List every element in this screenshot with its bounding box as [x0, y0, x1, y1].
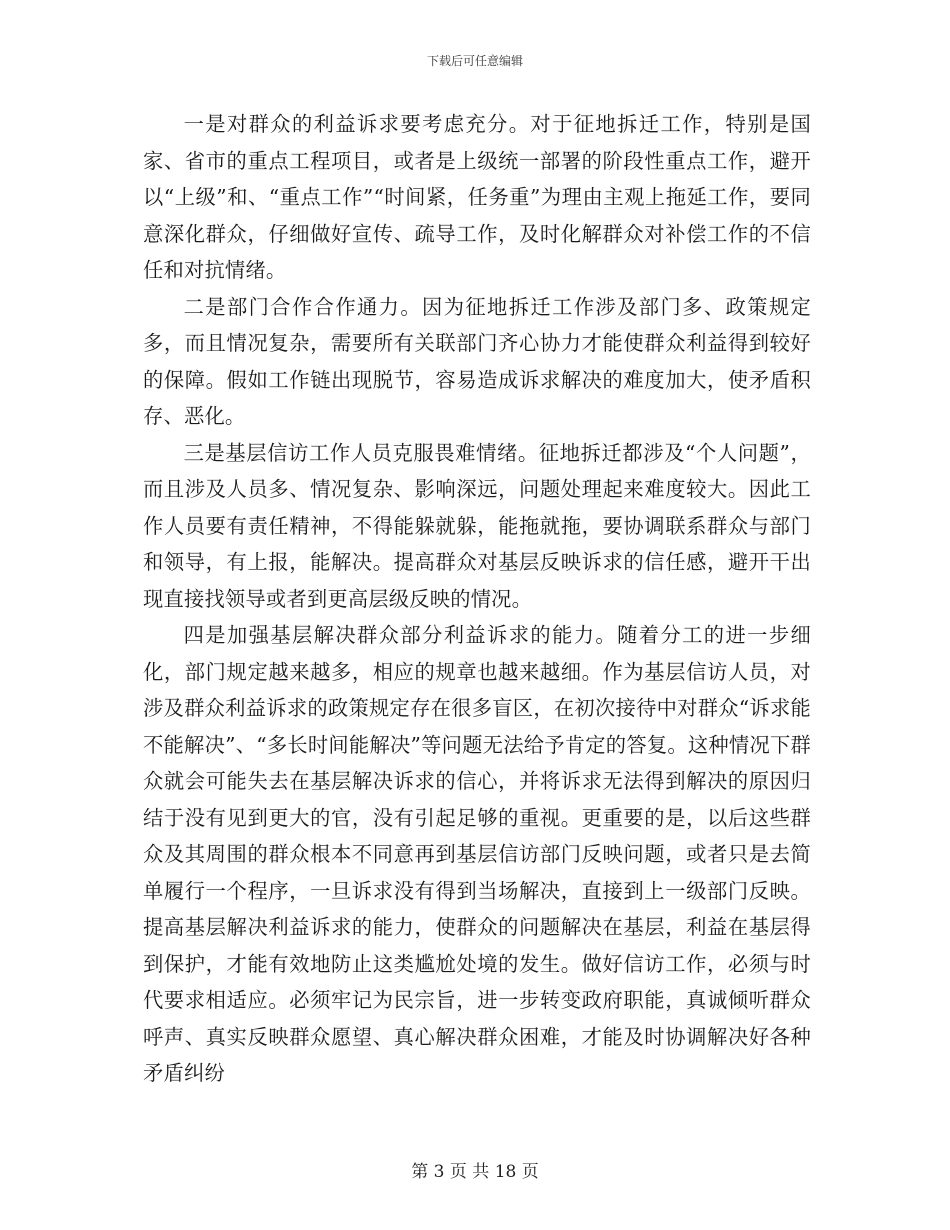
page-number: 第 3 页 共 18 页: [411, 1162, 539, 1182]
page-header: 下载后可任意编辑: [426, 54, 523, 68]
paragraph-3: 三是基层信访工作人员克服畏难情绪。征地拆迁都涉及“个人问题”，而且涉及人员多、情况复杂、影响深远，问题处理起来难度较大。因此工作人员要有责任精神，不得能躲就躲，能拖就拖，要协调联系群众与部门和领导，有上报，能解决。提高群众对基层反映诉求的信任感，避开干出现直接找领导或者到更高层级反映的情况。: [143, 440, 811, 611]
document-body: [143, 106, 811, 1092]
paragraph-4: 四是加强基层解决群众部分利益诉求的能力。随着分工的进一步细化，部门规定越来越多，相应的规章也越来越细。作为基层信访人员，对涉及群众利益诉求的政策规定存在很多盲区，在初次接待中对群众“诉求能不能解决”、“多长时间能解决”等问题无法给予肯定的答复。这种情况下群众就会可能失去在基层解决诉求的信心，并将诉求无法得到解决的原因归结于没有见到更大的官，没有引起足够的重视。更重要的是，以后这些群众及其周围的群众根本不同意再到基层信访部门反映问题，或者只是去简单履行一个程序，一旦诉求没有得到当场解决，直接到上一级部门反映。提高基层解决利益诉求的能力，使群众的问题解决在基层，利益在基层得到保护，才能有效地防止这类尴尬处境的发生。做好信访工作，必须与时代要求相适应。必须牢记为民宗旨，进一步转变政府职能，真诚倾听群众呼声、真实反映群众愿望、真心解决群众困难，才能及时协调解决好各种矛盾纠纷: [143, 623, 811, 1085]
paragraph-1: 一是对群众的利益诉求要考虑充分。对于征地拆迁工作，特别是国家、省市的重点工程项目，或者是上级统一部署的阶段性重点工作，避开以“上级”和、“重点工作”“时间紧，任务重”为理由主观上拖延工作，要同意深化群众，仔细做好宣传、疏导工作，及时化解群众对补偿工作的不信任和对抗情绪。: [143, 112, 811, 282]
paragraph-2: 二是部门合作合作通力。因为征地拆迁工作涉及部门多、政策规定多，而且情况复杂，需要所有关联部门齐心协力才能使群众利益得到较好的保障。假如工作链出现脱节，容易造成诉求解决的难度加大，使矛盾积存、恶化。: [143, 294, 811, 428]
